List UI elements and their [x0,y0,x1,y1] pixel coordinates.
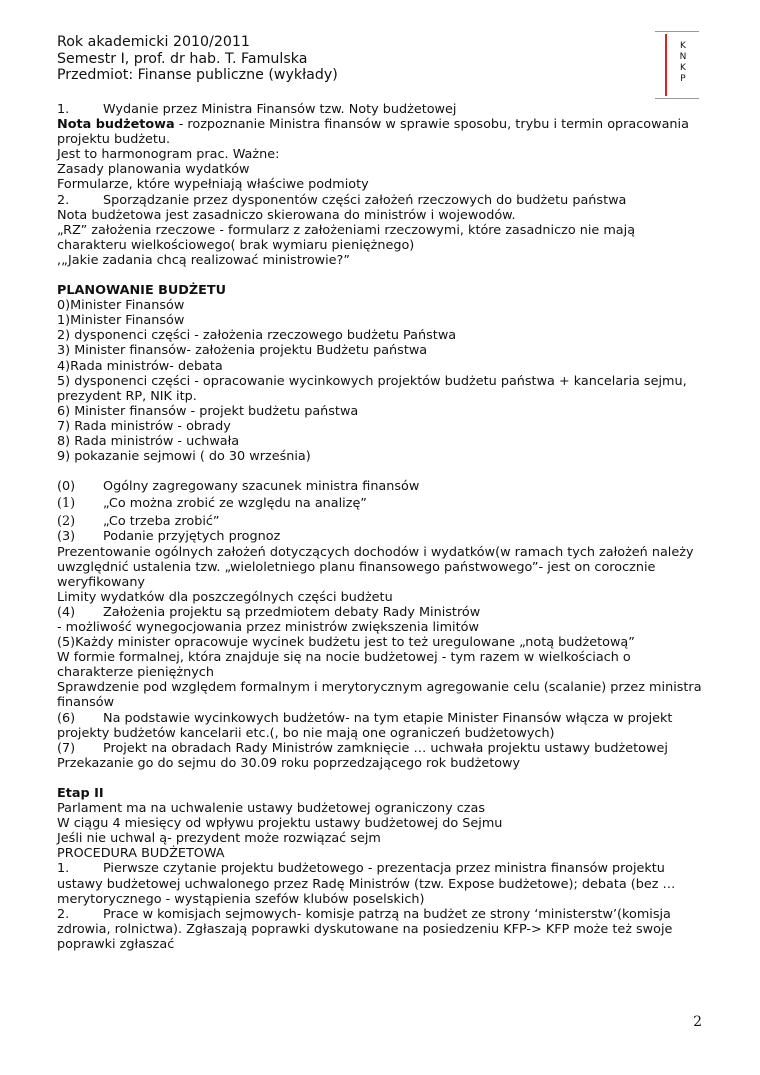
detail-step-5: (5)Każdy minister opracowuje wycinek budżetu jest to też uregulowane „notą budżetową” [57,635,635,651]
semester-professor: Semestr I, prof. dr hab. T. Famulska [57,50,308,67]
planowanie-item: 5) dysponenci części - opracowanie wycinkowych projektów budżetu państwa + kancelaria sejmu, prezydent RP, NIK itp. [57,373,687,404]
prezentowanie-paragraph: Prezentowanie ogólnych założeń dotyczących dochodów i wydatków(w ramach tych założeń należy uwzględnić ustalenia tzw. „wieloletniego planu finansowego państwowego”- jest on corocznie weryfikowany [57,544,694,590]
section1-item2: 2. Sporządzanie przez dysponentów części założeń rzeczowych do budżetu państwa [57,192,627,208]
planowanie-item: 4)Rada ministrów- debata [57,358,223,374]
planowanie-item: 9) pokazanie sejmowi ( do 30 września) [57,449,311,465]
planowanie-heading: PLANOWANIE BUDŻETU [57,283,227,299]
planowanie-item: 8) Rada ministrów - uchwała [57,433,240,449]
page-number: 2 [693,1014,702,1030]
planowanie-item: 6) Minister finansów - projekt budżetu państwa [57,403,359,419]
procedura-step-1: 1. Pierwsze czytanie projektu budżetowego - prezentacja przez ministra finansów projektu ustawy budżetowej uchwalonego przez Radę Ministrów (tzw. Expose budżetowe); debata (bez … merytorycznego - wystąpienia szefów klubów poselskich) [57,861,676,907]
planowanie-item: 1)Minister Finansów [57,313,185,329]
detail-step-4: (4) Założenia projektu są przedmiotem debaty Rady Ministrów [57,604,481,620]
rz-definition: „RZ” założenia rzeczowe - formularz z założeniami rzeczowymi, które zasadniczo nie mają charakteru wielkościowego( brak wymiaru pieniężnego) [57,222,636,253]
etap2-line: Jeśli nie uchwal ą- prezydent może rozwiązać sejm [57,831,381,847]
detail-step-6: (6) Na podstawie wycinkowych budżetów- na tym etapie Minister Finansów włącza w projekt projekty budżetów kancelarii etc.(, bo nie mają one ograniczeń budżetowych) [57,710,673,741]
planowanie-item: 3) Minister finansów- założenia projektu Budżetu państwa [57,343,428,359]
planowanie-item: 7) Rada ministrów - obrady [57,418,231,434]
planowanie-item: 0)Minister Finansów [57,298,185,314]
zasady-line: Zasady planowania wydatków [57,162,250,178]
detail-step-2: (2) „Co trzeba zrobić” [57,514,220,530]
etap2-heading: Etap II [57,785,104,801]
sprawdzenie-paragraph: Sprawdzenie pod względem formalnym i merytorycznym agregowanie celu (scalanie) przez ministra finansów [57,680,702,711]
logo-letters [677,41,689,85]
przekazanie-line: Przekazanie go do sejmu do 30.09 roku poprzedzającego rok budżetowy [57,755,521,771]
procedura-step-2: 2. Prace w komisjach sejmowych- komisje patrzą na budżet ze strony ‘ministerstw’(komisja zdrowia, rolnictwa). Zgłaszają poprawki dyskutowane na posiedzeniu KFP-> KFP może też swoje poprawki zgłaszać [57,906,673,952]
etap2-line: W ciągu 4 miesięcy od wpływu projektu ustawy budżetowej do Sejmu [57,816,503,832]
detail-step-3: (3) Podanie przyjętych prognoz [57,529,281,545]
etap2-line: PROCEDURA BUDŻETOWA [57,846,225,862]
section1-item1: 1. Wydanie przez Ministra Finansów tzw. Noty budżetowej [57,102,457,117]
detail-step-1: (1) „Co można zrobić ze względu na analizę” [57,496,367,512]
document-body [57,102,705,952]
detail-step-0: (0) Ogólny zagregowany szacunek ministra finansów [57,479,420,495]
planowanie-item: 2) dysponenci części - założenia rzeczowego budżetu Państwa [57,328,457,344]
course-subject: Przedmiot: Finanse publiczne (wykłady) [57,67,338,83]
logo-red-bar [665,34,667,96]
etap2-line: Parlament ma na uchwalenie ustawy budżetowej ograniczony czas [57,801,485,817]
formularze-line: Formularze, które wypełniają właściwe podmioty [57,177,369,193]
knkp-logo [655,31,699,99]
logo-letter: K [680,41,686,51]
nota-definition: Nota budżetowa - rozpoznanie Ministra finansów w sprawie sposobu, trybu i termin opracowania projektu budżetu. [57,117,689,148]
logo-letter: P [680,74,686,84]
academic-year: Rok akademicki 2010/2011 [57,34,250,50]
document-header [57,34,617,84]
jakie-zadania-line: ,„Jakie zadania chcą realizować ministrowie?” [57,252,350,268]
limity-line: Limity wydatków dla poszczególnych części budżetu [57,589,393,605]
detail-step-7: (7) Projekt na obradach Rady Ministrów zamknięcie … uchwała projektu ustawy budżetowej [57,740,668,756]
nota-skierowana-line: Nota budżetowa jest zasadniczo skierowana do ministrów i wojewodów. [57,207,516,223]
logo-letter: K [680,63,686,73]
harmonogram-line: Jest to harmonogram prac. Ważne: [57,147,280,163]
logo-letter: N [679,52,687,62]
w-formie-paragraph: W formie formalnej, która znajduje się na nocie budżetowej - tym razem w wielkościach o charakterze pieniężnych [57,650,631,681]
mozliwosc-line: - możliwość wynegocjowania przez ministrów zwiększenia limitów [57,620,479,635]
